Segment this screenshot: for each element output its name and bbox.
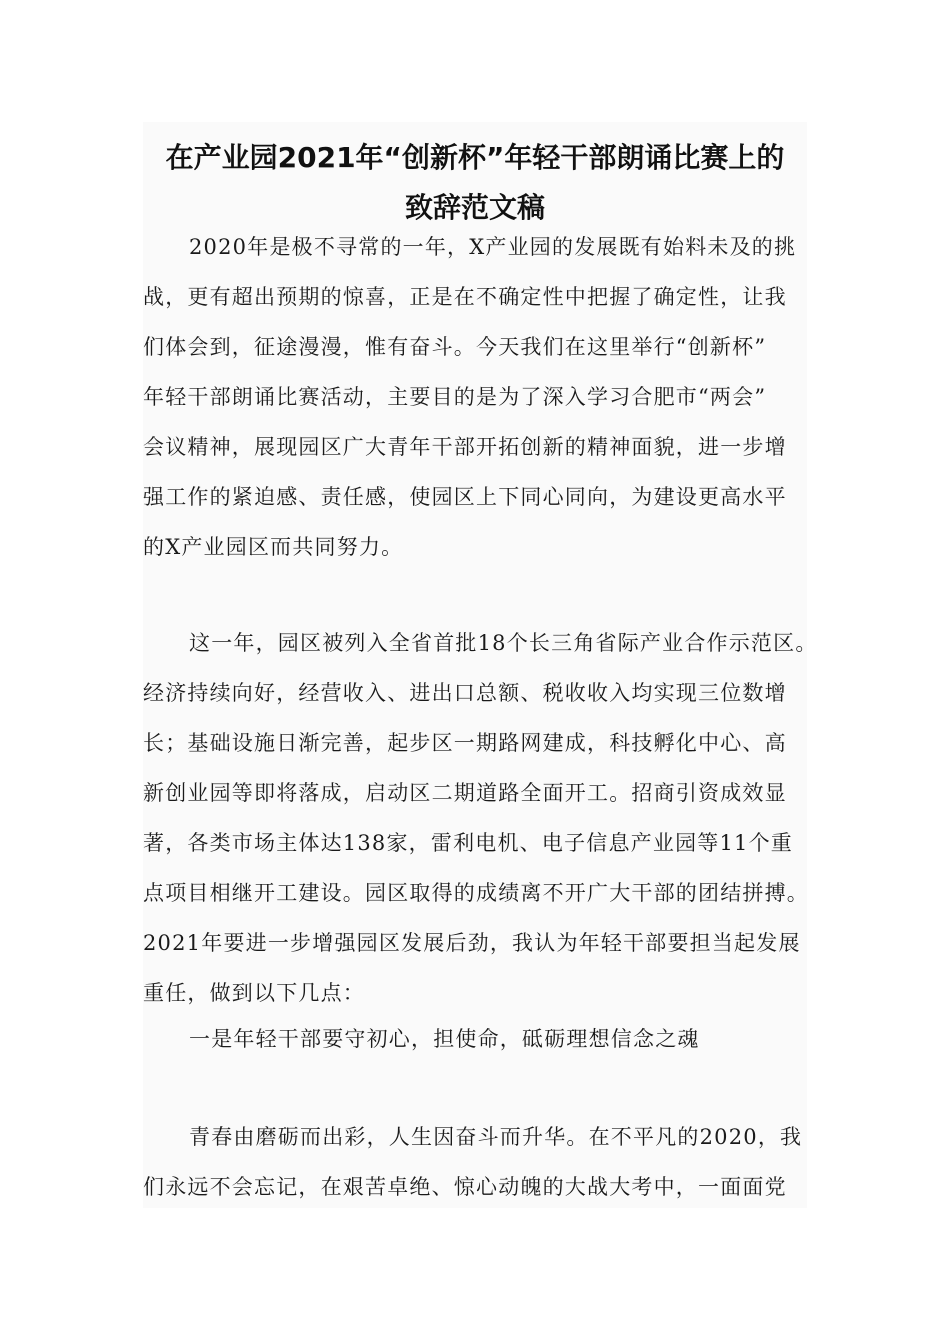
- paragraph-line: 重任，做到以下几点：: [143, 981, 365, 1005]
- section-heading-text: 一是年轻干部要守初心，担使命，砥砺理想信念之魂: [189, 1027, 700, 1051]
- paragraph-line: 青春由磨砺而出彩，人生因奋斗而升华。在不平凡的2020，我: [189, 1125, 803, 1149]
- document-title-line-2: 致辞范文稿: [404, 191, 545, 224]
- paragraph-line: 这一年，园区被列入全省首批18个长三角省际产业合作示范区。: [189, 631, 818, 655]
- paragraph-line: 新创业园等即将落成，启动区二期道路全面开工。招商引资成效显: [143, 781, 787, 805]
- paragraph-line: 经济持续向好，经营收入、进出口总额、税收收入均实现三位数增: [143, 681, 787, 705]
- paragraph-line: 的X产业园区而共同努力。: [143, 535, 404, 559]
- paragraph-line: 2020年是极不寻常的一年，X产业园的发展既有始料未及的挑: [189, 235, 797, 259]
- paragraph-line: 们体会到，征途漫漫，惟有奋斗。今天我们在这里举行“创新杯”: [143, 335, 767, 359]
- paragraph-intro: [143, 230, 807, 580]
- paragraph-line: 点项目相继开工建设。园区取得的成绩离不开广大干部的团结拼搏。: [143, 881, 809, 905]
- paragraph-line: 战，更有超出预期的惊喜，正是在不确定性中把握了确定性，让我: [143, 285, 787, 309]
- paragraph-line: 年轻干部朗诵比赛活动，主要目的是为了深入学习合肥市“两会”: [143, 385, 767, 409]
- section-heading: [143, 1022, 807, 1072]
- document-title-line-1: 在产业园2021年“创新杯”年轻干部朗诵比赛上的: [165, 141, 785, 174]
- paragraph-line: 强工作的紧迫感、责任感，使园区上下同心同向，为建设更高水平: [143, 485, 787, 509]
- paragraph-line: 2021年要进一步增强园区发展后劲，我认为年轻干部要担当起发展: [143, 931, 801, 955]
- paragraph-line: 长；基础设施日渐完善，起步区一期路网建成，科技孵化中心、高: [143, 731, 787, 755]
- paragraph-line: 会议精神，展现园区广大青年干部开拓创新的精神面貌，进一步增: [143, 435, 787, 459]
- paragraph-youth: [143, 1120, 807, 1220]
- paragraph-achievements: [143, 626, 818, 1026]
- paragraph-line: 著，各类市场主体达138家，雷利电机、电子信息产业园等11个重: [143, 831, 794, 855]
- paragraph-line: 们永远不会忘记，在艰苦卓绝、惊心动魄的大战大考中，一面面党: [143, 1175, 787, 1199]
